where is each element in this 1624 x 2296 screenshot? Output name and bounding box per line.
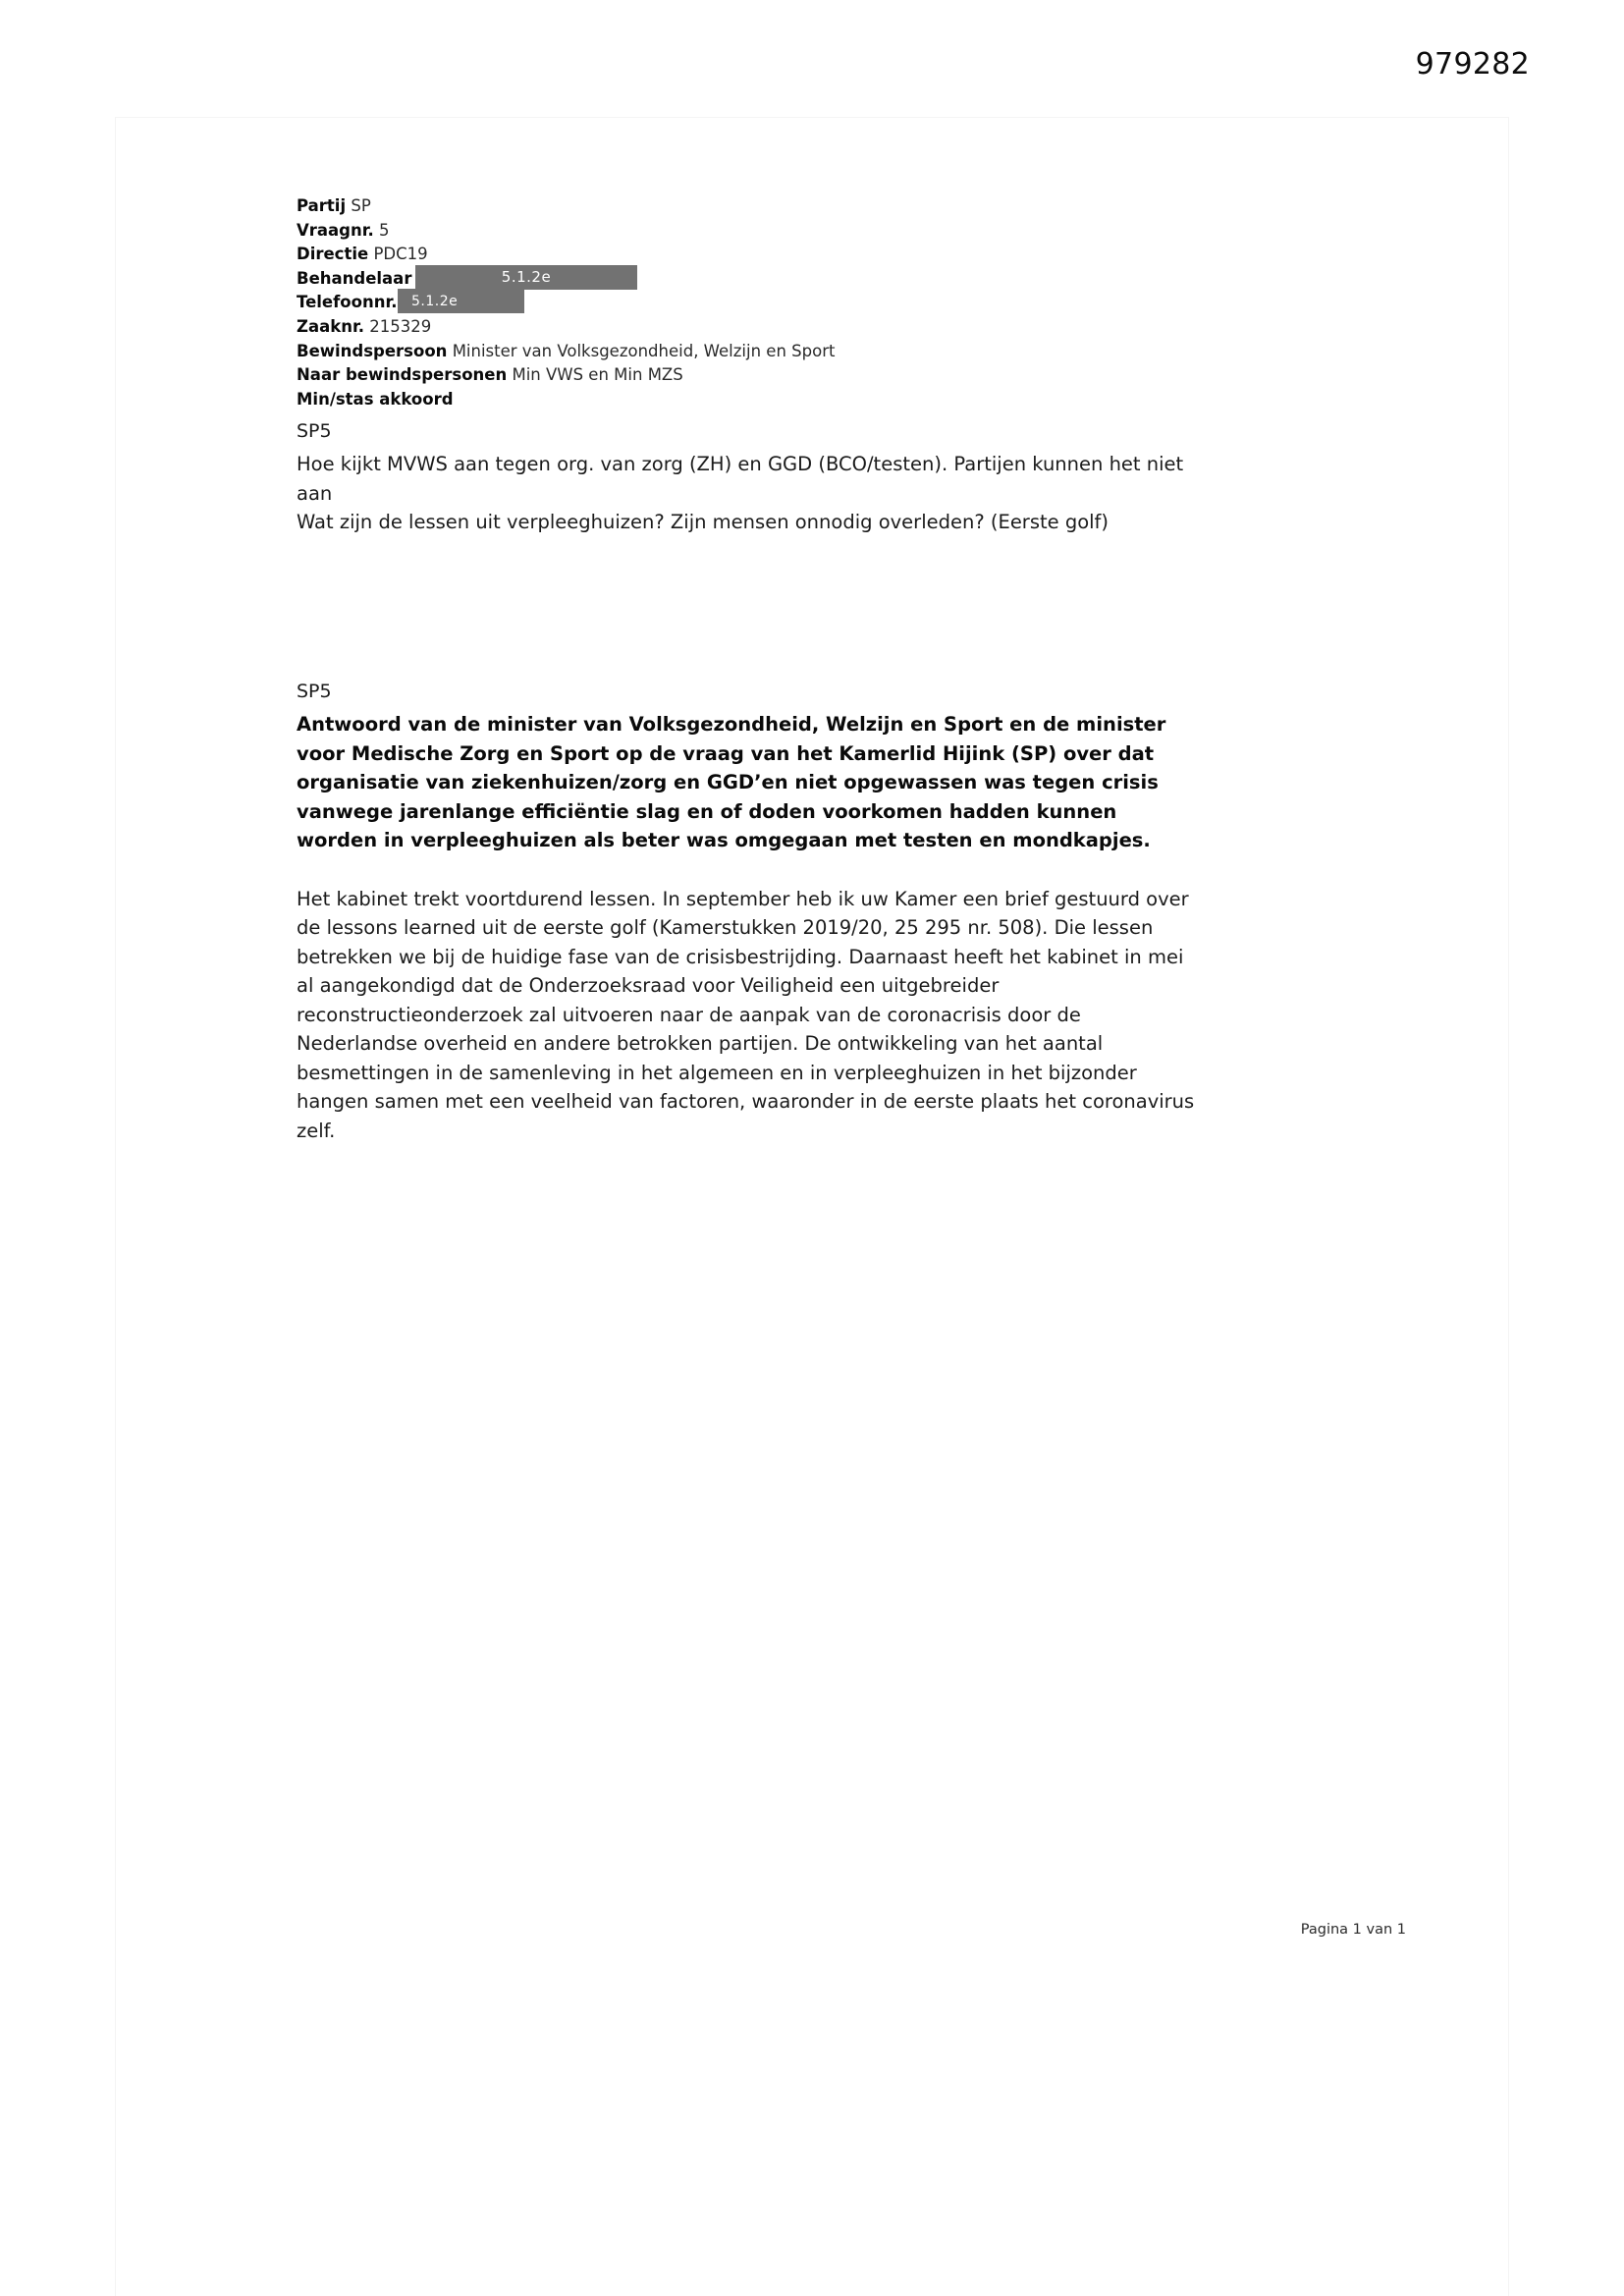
metadata-value-vraagnr: 5 [379,220,390,240]
document-id-number: 979282 [1415,47,1530,82]
metadata-value-directie: PDC19 [373,245,428,264]
metadata-key-min-stas-akkoord: Min/stas akkoord [297,389,454,409]
metadata-value-zaaknr: 215329 [369,316,432,336]
metadata-key-directie: Directie [297,245,369,264]
metadata-row-bewindspersoon [297,340,1180,364]
metadata-value-partij: SP [351,196,371,215]
metadata-value-naar-bewindspersonen: Min VWS en Min MZS [512,365,683,385]
redaction-bar-behandelaar: 5.1.2e [415,265,637,290]
metadata-block [297,194,1180,411]
answer-section [297,678,1200,1145]
metadata-key-partij: Partij [297,196,347,215]
metadata-row-directie [297,243,1180,267]
answer-heading-text: Antwoord van de minister van Volksgezondheid, Welzijn en Sport en de minister voor Medische Zorg en Sport op de vraag van het Kamerlid Hijink (SP) over dat organisatie van ziekenhuizen/zorg en GGD’en niet opgewassen was tegen crisis vanwege jarenlange efficiëntie slag en of doden voorkomen hadden kunnen worden in verpleeghuizen als beter was omgegaan met testen en mondkapjes. [297,713,1166,851]
question-line-1: Hoe kijkt MVWS aan tegen org. van zorg (ZH) en GGD (BCO/testen). Partijen kunnen het niet aan [297,453,1184,505]
metadata-value-bewindspersoon: Minister van Volksgezondheid, Welzijn en Sport [452,341,836,360]
metadata-row-min-stas-akkoord [297,388,1180,412]
question-line-2: Wat zijn de lessen uit verpleeghuizen? Zijn mensen onnodig overleden? (Eerste golf) [297,511,1110,533]
metadata-key-vraagnr: Vraagnr. [297,220,374,240]
metadata-row-zaaknr [297,315,1180,340]
metadata-key-naar-bewindspersonen: Naar bewindspersonen [297,365,508,385]
metadata-row-vraagnr [297,219,1180,244]
metadata-row-behandelaar [297,267,1180,292]
question-section [297,417,1200,537]
redaction-bar-telefoonnr: 5.1.2e [398,289,524,313]
metadata-key-telefoonnr: Telefoonnr. [297,293,398,312]
question-text-block [297,450,1200,537]
metadata-key-behandelaar: Behandelaar [297,268,412,288]
metadata-row-partij [297,194,1180,219]
answer-tag-label: SP5 [297,681,332,702]
page-footer-text: Pagina 1 van 1 [1300,1922,1406,1938]
metadata-key-bewindspersoon: Bewindspersoon [297,341,448,360]
answer-body-text: Het kabinet trekt voortdurend lessen. In september heb ik uw Kamer een brief gestuurd over de lessons learned uit de eerste golf (Kamerstukken 2019/20, 25 295 nr. 508). Die lessen betrekken we bij de huidige fase van de crisisbestrijding. Daarnaast heeft het kabinet in mei al aangekondigd dat de Onderzoeksraad voor Veiligheid een uitgebreider reconstructieonderzoek zal uitvoeren naar de aanpak van de coronacrisis door de Nederlandse overheid en andere betrokken partijen. De ontwikkeling van het aantal besmettingen in de samenleving in het algemeen en in verpleeghuizen in het bijzonder hangen samen met een veelheid van factoren, waaronder in de eerste plaats het coronavirus zelf. [297,887,1195,1142]
question-tag-label: SP5 [297,420,332,442]
metadata-row-naar-bewindspersonen [297,363,1180,388]
metadata-key-zaaknr: Zaaknr. [297,316,365,336]
metadata-row-telefoonnr [297,291,1180,315]
